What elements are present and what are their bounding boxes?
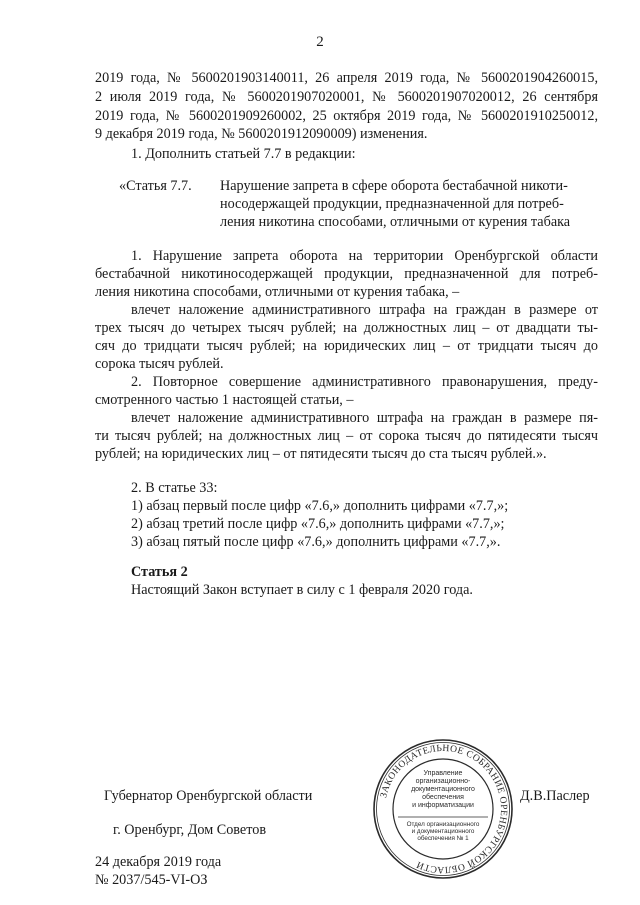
stamp-inner-line: обеспечения (422, 794, 464, 801)
intro-line: 2019 года, № 5600201903140011, 26 апреля 2019 года, № 5600201904260015, (95, 70, 598, 86)
item-2-heading: 2. В статье 33: (131, 480, 218, 496)
stamp-bottom-line: и документационного (411, 828, 475, 835)
signatory-name: Д.В.Паслер (520, 788, 590, 804)
part-2-penalty-line: влечет наложение административного штрафа на граждан в размере пя- (131, 410, 598, 426)
part-1-line: бестабачной никотиносодержащей продукции, предназначенной для потреб- (95, 266, 598, 282)
stamp-bottom-line: обеспечения № 1 (417, 835, 469, 842)
article-7-7-label: «Статья 7.7. (119, 178, 192, 194)
stamp-inner-line: организационно- (415, 778, 471, 785)
part-1-penalty-line: влечет наложение административного штрафа на граждан в размере от (131, 302, 598, 318)
item-2-subitem: 1) абзац первый после цифр «7.6,» дополнить цифрами «7.7,»; (131, 498, 509, 514)
article-2-heading: Статья 2 (131, 564, 188, 580)
item-2-subitem: 3) абзац пятый после цифр «7.6,» дополнить цифрами «7.7,». (131, 534, 501, 550)
article-7-7-title-line: носодержащей продукции, предназначенной для потреб- (220, 196, 564, 212)
stamp-inner-line: Управление (423, 770, 463, 777)
intro-line: 2019 года, № 5600201909260002, 25 октября 2019 года, № 5600201910250012, (95, 108, 598, 124)
part-1-penalty-line: сорока тысяч рублей. (95, 356, 224, 372)
part-1-penalty-line: трех тысяч до четырех тысяч рублей; на должностных лиц – от двадцати ты- (95, 320, 598, 336)
stamp-inner-line: и информатизации (412, 802, 474, 809)
signing-place: г. Оренбург, Дом Советов (113, 822, 267, 838)
part-2-line: 2. Повторное совершение административного правонарушения, преду- (131, 374, 598, 390)
article-7-7-title-line: ления никотина способами, отличными от курения табака (220, 214, 571, 230)
stamp-ring-text: ЗАКОНОДАТЕЛЬНОЕ СОБРАНИЕ ОРЕНБУРГСКОЙ ОБЛАСТИ (378, 742, 510, 876)
intro-line: 2 июля 2019 года, № 5600201907020001, № 5600201907020012, 26 сентября (95, 89, 598, 105)
item-2-subitem: 2) абзац третий после цифр «7.6,» дополнить цифрами «7.7,»; (131, 516, 505, 532)
part-1-line: 1. Нарушение запрета оборота на территории Оренбургской области (131, 248, 598, 264)
stamp-inner-line: документационного (411, 786, 475, 793)
item-1: 1. Дополнить статьей 7.7 в редакции: (131, 146, 356, 162)
official-stamp-seal (372, 738, 514, 880)
page-number: 2 (316, 34, 324, 50)
intro-line: 9 декабря 2019 года, № 5600201912090009) изменения. (95, 126, 428, 142)
article-7-7-title-line: Нарушение запрета в сфере оборота бестабачной никоти- (220, 178, 568, 194)
stamp-bottom-line: Отдел организационного (406, 821, 480, 828)
signing-date: 24 декабря 2019 года (95, 854, 222, 870)
part-2-penalty-line: рублей; на юридических лиц – от пятидесяти тысяч до ста тысяч рублей.». (95, 446, 547, 462)
article-2-text: Настоящий Закон вступает в силу с 1 февраля 2020 года. (131, 582, 473, 598)
signatory-position: Губернатор Оренбургской области (104, 788, 313, 804)
law-number: № 2037/545-VI-ОЗ (95, 872, 208, 888)
part-1-penalty-line: сяч до тридцати тысяч рублей; на юридических лиц – от тридцати тысяч до (95, 338, 598, 354)
part-2-penalty-line: ти тысяч рублей; на должностных лиц – от сорока тысяч до пятидесяти тысяч (95, 428, 598, 444)
part-1-line: ления никотина способами, отличными от курения табака, – (95, 284, 460, 300)
part-2-line: смотренного частью 1 настоящей статьи, – (95, 392, 354, 408)
